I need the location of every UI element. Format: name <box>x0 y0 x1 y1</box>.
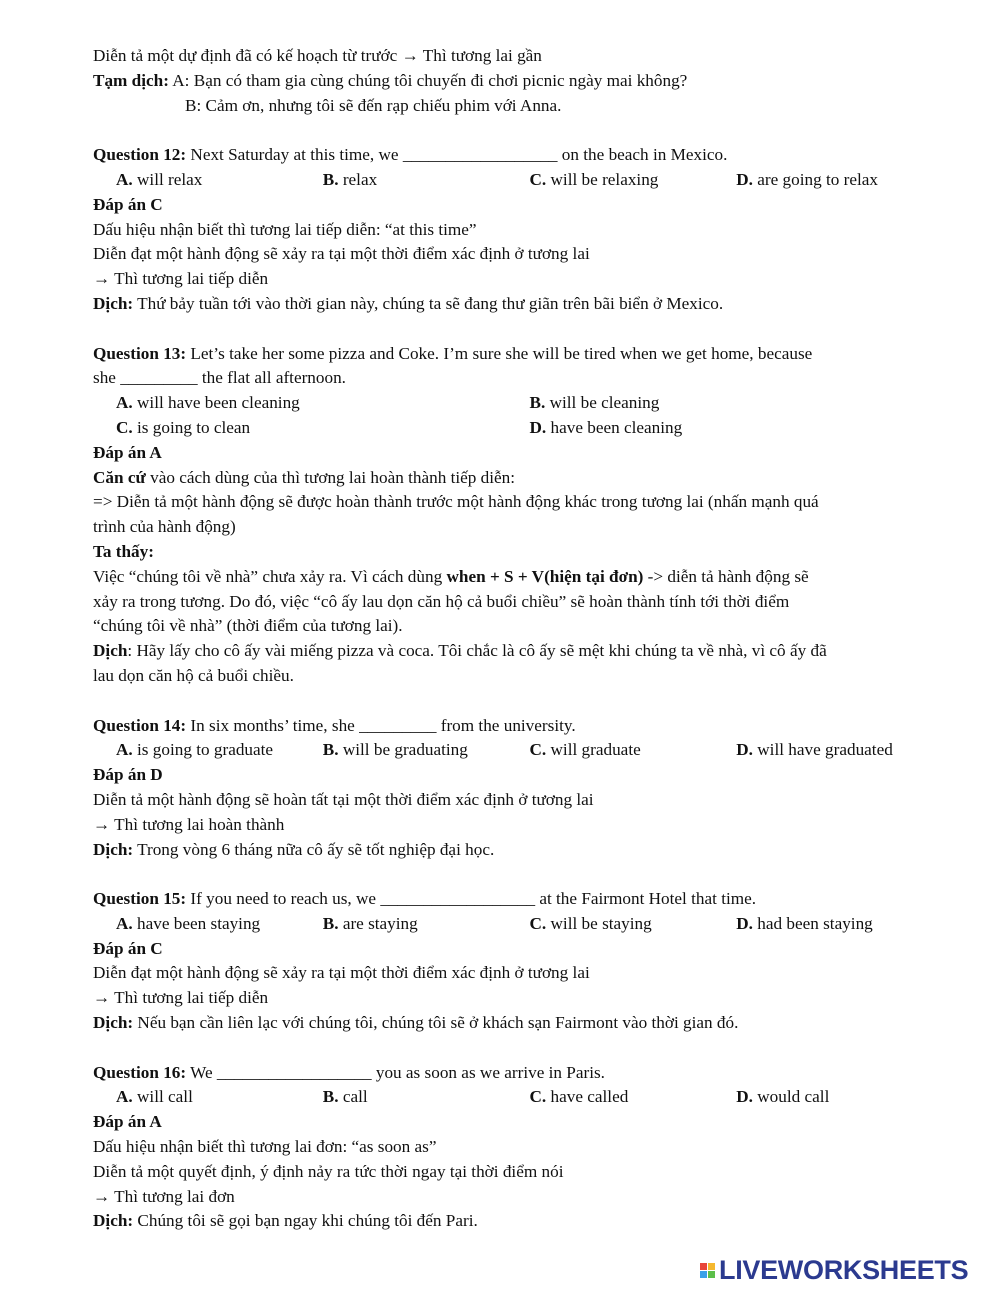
explanation-line: → Thì tương lai tiếp diễn <box>93 988 269 1008</box>
option-d: D. had been staying <box>736 913 873 933</box>
logo-square-green <box>708 1271 715 1278</box>
option-c: C. will graduate <box>529 740 641 760</box>
question-16-options <box>93 1085 943 1110</box>
option-d: D. are going to relax <box>736 169 879 189</box>
question-12: Question 12: Next Saturday at this time, we __________________ on the beach in Mexico. <box>93 145 728 165</box>
explanation-line: Diễn tả một quyết định, ý định nảy ra tức thời ngay tại thời điểm nói <box>93 1161 564 1181</box>
logo-square-blue <box>700 1271 707 1278</box>
explanation-line: Việc “chúng tôi về nhà” chưa xảy ra. Vì cách dùng when + S + V(hiện tại đơn) -> diễn tả hành động sẽ <box>93 566 809 586</box>
translation-line-b: B: Cảm ơn, nhưng tôi sẽ đến rạp chiếu phim với Anna. <box>185 95 562 115</box>
answer-label: Đáp án C <box>93 194 163 214</box>
option-d: D. will have graduated <box>736 740 893 760</box>
translation-line-a: Tạm dịch: A: Bạn có tham gia cùng chúng tôi chuyến đi chơi picnic ngày mai không? <box>93 70 688 90</box>
answer-label: Đáp án A <box>93 442 162 462</box>
explanation-line: “chúng tôi về nhà” (thời điểm của tương lai). <box>93 616 403 636</box>
option-c: C. is going to clean <box>116 417 251 437</box>
option-b: B. will be graduating <box>322 740 468 760</box>
question-13-continued: she _________ the flat all afternoon. <box>93 368 346 388</box>
logo-square-red <box>700 1263 707 1270</box>
answer-label: Đáp án A <box>93 1112 162 1132</box>
answer-label: Đáp án D <box>93 765 163 785</box>
logo-text: LIVEWORKSHEETS <box>719 1254 969 1285</box>
option-a: A. have been staying <box>116 913 261 933</box>
translation-line: Dịch: Nếu bạn cần liên lạc với chúng tôi, chúng tôi sẽ ở khách sạn Fairmont vào thời gian đó. <box>93 1013 739 1033</box>
question-13-options-row-1 <box>93 391 943 416</box>
liveworksheets-logo[interactable] <box>700 1256 968 1284</box>
question-13: Question 13: Let’s take her some pizza and Coke. I’m sure she will be tired when we get home, because <box>93 343 813 363</box>
question-16: Question 16: We __________________ you as soon as we arrive in Paris. <box>93 1062 605 1082</box>
option-c: C. will be staying <box>529 913 652 933</box>
option-d: D. would call <box>736 1087 830 1107</box>
explanation-line: Diễn đạt một hành động sẽ xảy ra tại một thời điểm xác định ở tương lai <box>93 244 590 264</box>
option-a: A. will have been cleaning <box>116 393 300 413</box>
explanation-line: → Thì tương lai đơn <box>93 1186 235 1206</box>
explanation-line: → Thì tương lai hoàn thành <box>93 814 285 834</box>
option-a: A. will relax <box>116 169 203 189</box>
translation-line: Dịch: Thứ bảy tuần tới vào thời gian này, chúng ta sẽ đang thư giãn trên bãi biển ở Mexico. <box>93 293 724 313</box>
explanation-line: xảy ra trong tương. Do đó, việc “cô ấy lau dọn căn hộ cả buổi chiều” sẽ hoàn thành tính tới thời điểm <box>93 591 790 611</box>
explanation-line: Dấu hiệu nhận biết thì tương lai tiếp diễn: “at this time” <box>93 219 477 239</box>
liveworksheets-logo-icon <box>700 1263 715 1278</box>
option-b: B. relax <box>322 169 378 189</box>
question-14-options <box>93 738 943 763</box>
translation-line: Dịch: Chúng tôi sẽ gọi bạn ngay khi chúng tôi đến Pari. <box>93 1211 478 1231</box>
question-14: Question 14: In six months’ time, she _________ from the university. <box>93 715 576 735</box>
option-b: B. are staying <box>322 913 418 933</box>
translation-line: lau dọn căn hộ cả buổi chiều. <box>93 665 294 685</box>
option-d: D. have been cleaning <box>529 417 683 437</box>
intro-line: Diễn tả một dự định đã có kế hoạch từ trước → Thì tương lai gần <box>93 46 542 65</box>
option-c: C. have called <box>529 1087 629 1107</box>
explanation-line: → Thì tương lai tiếp diễn <box>93 269 269 289</box>
option-a: A. is going to graduate <box>116 740 274 760</box>
option-b: B. call <box>322 1087 368 1107</box>
explanation-line: Diễn tả một hành động sẽ hoàn tất tại một thời điểm xác định ở tương lai <box>93 789 594 809</box>
translation-label: Tạm dịch: <box>93 70 169 90</box>
explanation-line: Dấu hiệu nhận biết thì tương lai đơn: “as soon as” <box>93 1137 437 1157</box>
answer-label: Đáp án C <box>93 938 163 958</box>
explanation-heading: Ta thấy: <box>93 541 154 561</box>
explanation-line: trình của hành động) <box>93 517 236 537</box>
question-13-options-row-2 <box>93 416 943 441</box>
translation-line: Dịch: Hãy lấy cho cô ấy vài miếng pizza và coca. Tôi chắc là cô ấy sẽ mệt khi chúng ta về nhà, vì cô ấy đã <box>93 641 827 661</box>
question-15-options <box>93 912 943 937</box>
option-b: B. will be cleaning <box>529 393 660 413</box>
explanation-line: => Diễn tả một hành động sẽ được hoàn thành trước một hành động khác trong tương lai (nhấn mạnh quá <box>93 492 819 512</box>
logo-square-yellow <box>708 1263 715 1270</box>
question-12-options <box>93 168 943 193</box>
explanation-line: Căn cứ vào cách dùng của thì tương lai hoàn thành tiếp diễn: <box>93 467 516 487</box>
option-c: C. will be relaxing <box>529 169 659 189</box>
option-a: A. will call <box>116 1087 193 1107</box>
question-15: Question 15: If you need to reach us, we __________________ at the Fairmont Hotel that time. <box>93 889 757 909</box>
worksheet-page <box>93 44 943 1234</box>
translation-line: Dịch: Trong vòng 6 tháng nữa cô ấy sẽ tốt nghiệp đại học. <box>93 839 495 859</box>
explanation-line: Diễn đạt một hành động sẽ xảy ra tại một thời điểm xác định ở tương lai <box>93 963 590 983</box>
